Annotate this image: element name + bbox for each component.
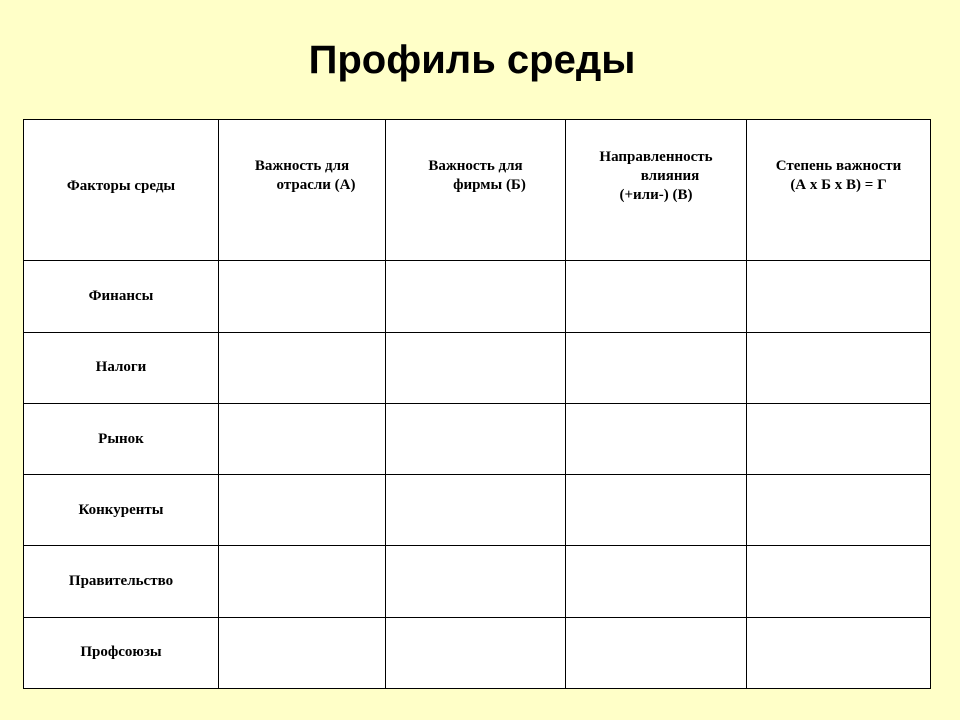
header-line: Важность для: [254, 158, 350, 175]
header-line: Степень важности: [775, 158, 902, 175]
table-cell[interactable]: [747, 546, 931, 617]
table-cell[interactable]: [566, 546, 747, 617]
table-cell[interactable]: [219, 403, 386, 474]
table-cell[interactable]: [747, 475, 931, 546]
row-factor-label: Рынок: [24, 403, 219, 474]
table-cell[interactable]: [747, 617, 931, 688]
header-line: Направленность: [599, 148, 713, 165]
header-line: (+или-) (В): [619, 186, 693, 203]
row-factor-label: Профсоюзы: [24, 617, 219, 688]
row-factor-label: Финансы: [24, 261, 219, 332]
header-line: Факторы среды: [66, 177, 176, 194]
header-line: фирмы (Б): [453, 177, 526, 194]
table-cell[interactable]: [219, 617, 386, 688]
table-row: [24, 475, 931, 546]
header-firm-importance: [386, 120, 566, 261]
header-line: отрасли (А): [276, 177, 356, 194]
row-factor-label: Конкуренты: [24, 475, 219, 546]
table-cell[interactable]: [219, 546, 386, 617]
table-row: [24, 546, 931, 617]
table-cell[interactable]: [566, 475, 747, 546]
header-line: Важность для: [428, 158, 523, 175]
table-cell[interactable]: [566, 403, 747, 474]
table-cell[interactable]: [747, 261, 931, 332]
table-cell[interactable]: [219, 475, 386, 546]
table-cell[interactable]: [747, 332, 931, 403]
row-factor-label: Налоги: [24, 332, 219, 403]
table-cell[interactable]: [386, 403, 566, 474]
table-cell[interactable]: [566, 617, 747, 688]
table-row: [24, 261, 931, 332]
table-row: [24, 332, 931, 403]
table-cell[interactable]: [386, 546, 566, 617]
table-cell[interactable]: [566, 332, 747, 403]
header-importance-degree: [747, 120, 931, 261]
table-cell[interactable]: [566, 261, 747, 332]
header-environment-factors: [24, 120, 219, 261]
table-row: [24, 617, 931, 688]
table-cell[interactable]: [386, 261, 566, 332]
header-line: влияния: [640, 167, 700, 184]
row-factor-label: Правительство: [24, 546, 219, 617]
header-influence-direction: [566, 120, 747, 261]
header-industry-importance: [219, 120, 386, 261]
page-title: Профиль среды: [308, 38, 636, 82]
table-cell[interactable]: [386, 617, 566, 688]
table-cell[interactable]: [386, 475, 566, 546]
header-line: (А х Б х В) = Г: [790, 177, 887, 194]
table-header-row: [24, 120, 931, 261]
table-cell[interactable]: [219, 261, 386, 332]
table-cell[interactable]: [747, 403, 931, 474]
table-row: [24, 403, 931, 474]
table-cell[interactable]: [386, 332, 566, 403]
environment-profile-table: [23, 119, 931, 689]
table-cell[interactable]: [219, 332, 386, 403]
